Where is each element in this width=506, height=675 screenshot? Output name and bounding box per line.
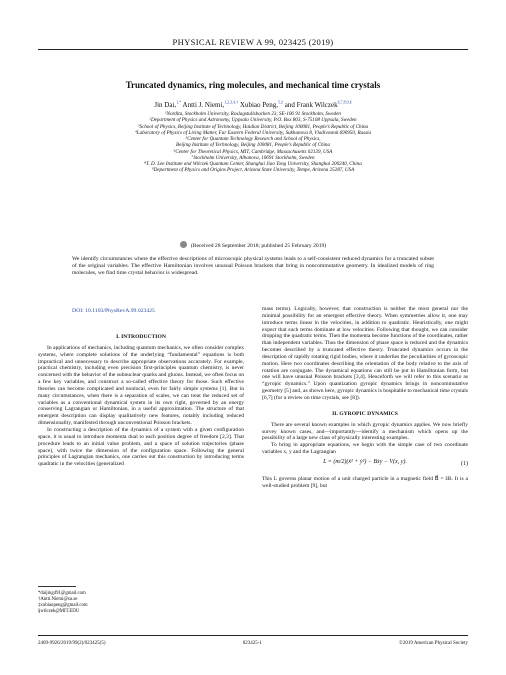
abstract: We identify circumstances where the effective descriptions of microscopic physical systems leads to a self-consistent reduced dynamics for a truncated subset of the original variables. The effective Hamiltonian involves unusual Poisson brackets that bring in noncommutative geometry. In idealized models of ring molecules, we find time crystal behavior is widespread. [72,256,434,276]
author[interactable]: Xubiao Peng,$^{5,\ddagger}$ [239,100,284,110]
affiliation: Beijing Institute of Technology, Beijing 100081, People’s Republic of China [175,142,331,149]
footnote: §wilczek@MIT.EDU [38,609,80,614]
copyright: ©2019 American Physical Society [399,641,468,646]
page-footer [38,641,468,646]
affiliations [50,111,456,174]
equation: L = (m/2)(ẋ² + ẏ²) − Bẋy − V(x, y). (1) [323,458,468,467]
affiliation: ⁴Laboratory of Physics of Living Matter, Far Eastern Federal University, Sukhanova 8, Vladivostok 690950, Russia [134,129,372,136]
affiliation: ²Department of Physics and Astronomy, Uppsala University, P.O. Box 803, S-75108 Uppsala, Sweden [149,117,357,124]
section-heading: I. INTRODUCTION [116,334,166,340]
page-number: 023425-1 [242,641,262,646]
footnote: *daijing491@gmail.com [38,591,86,596]
paragraph: To bring in appropriate equations, we begin with the simple case of two coordinate variables x, y and the Lagrangian [262,442,468,456]
footnote-rule [38,586,76,587]
affiliation: ⁶Center for Theoretical Physics, MIT, Cambridge, Massachusetts 02139, USA [173,148,333,155]
right-column [262,306,468,490]
doi-link[interactable]: DOI: 10.1103/PhysRevA.99.023425 [72,308,155,314]
footnote: ‡xubiaopeng@gmail.com [38,603,88,608]
affiliation: ⁵Center for Quantum Technology Research and School of Physics, [185,136,321,142]
footnotes [38,591,238,615]
author[interactable]: Jin Dai,$^{1,*}$ [154,100,182,110]
open-access-icon[interactable] [180,241,187,248]
affiliation: ⁸T. D. Lee Institute and Wilczek Quantum Center, Shanghai Jiao Tong University, Shanghai 200240, China [144,161,362,167]
section-heading: II. GYROPIC DYNAMICS [332,410,398,417]
affiliation: ¹Nordita, Stockholm University, Roslagstullsbacken 23, SE-106 91 Stockholm, Sweden [165,111,341,117]
paragraph: In applications of mechanics, including quantum mechanics, we often consider complex systems, where complete solutions of the underlying “fundamental” equations is both impractical and unnecessary to describe appropriate observations accurately. For example, practical chemistry, including even precision first-principles quantum chemistry, is never concerned with the behavior of the subnuclear quarks and gluons. Instead, we often focus on a few key variables, and construct a so-called effective theory for those. Such effective theories can become complicated and nonlocal, even for fairly simple systems [1]. But in many circumstances, when there is a separation of scales, we can treat the reduced set of variables as a conventional dynamical system in its own right, governed by an energy conserving Lagrangian or Hamiltonian, in a useful approximation. The structure of that emergent description can display qualitatively new features, notably including reduced dimensionality, manifested through unconventional Poisson brackets. [38,344,244,427]
paragraph: mass terms). Logically, however, that construction is neither the most general nor the minimal possibility for an emergent effective theory. When symmetries allow it, one may introduce terms linear in the velocities, in addition to quadratic. Heuristically, one might expect that such terms dominate at low velocities. Following that thought, we can consider dropping the quadratic terms. Then the momenta become functions of the coordinates, rather than independent variables. Thus the dimension of phase space is reduced and the dynamics becomes described by a truncated effective theory. Truncated dynamics occurs in the description of rapidly rotating rigid bodies, where it underlies the peculiarities of gyroscopic motion. Here two coordinates describing the orientation of the body relative to the axis of rotation are conjugate. The dynamical equations can still be put in Hamiltonian form, but one will have unusual Poisson brackets [3,4]. Henceforth we will refer to this scenario as “gyropic dynamics.” Upon quantization gyropic dynamics brings in noncommutative geometry [5] and, as shown here, gyropic dynamics is hospitable to mechanical time crystals [6,7] (for a review on time crystals, see [8]). [262,306,468,401]
paragraph: In constructing a description of the dynamics of a system with a given configuration space, it is usual to introduce momenta dual to each position degree of freedom [2,3]. That procedure leads to an initial value problem, and a space of solution trajectories (phase space), with twice the dimension of the configuration space. Following the general principles of Lagrangian mechanics, one carries out this construction by introducing terms quadratic in the velocities (generalized [38,426,244,468]
footnote: †Antti.Niemi@su.se [38,597,78,602]
journal-header: PHYSICAL REVIEW A 99, 023425 (2019) [172,37,334,47]
affiliation: ⁷Stockholm University, Albanova, 10691 Stockholm, Sweden [191,154,315,161]
author[interactable]: and Frank Wilczek$^{6,7,8,9,\S}$ [284,100,352,110]
footer-rule [38,635,468,636]
received-dates: (Received 28 September 2018; published 25 February 2019) [38,241,468,249]
paragraph: There are several known examples in which gyropic dynamics applies. We now briefly survey known cases, and—importantly—identify a mechanism which opens up the possibility of a large new class of physically interesting examples. [262,421,468,442]
author-list [38,100,468,109]
header-rule [38,49,468,50]
affiliation: ³School of Physics, Beijing Institute of Technology, Haidian District, Beijing 100081, People’s Republic of China [137,123,369,130]
paper-title: Truncated dynamics, ring molecules, and mechanical time crystals [125,80,381,90]
paragraph: This L governs planar motion of a unit charged particle in a magnetic field B⃗ = ẑB. It is a well-studied problem [9], but [262,475,468,489]
author[interactable]: Antti J. Niemi,$^{1,2,3,4,\dagger}$ [182,100,239,110]
affiliation: ⁹Department of Physics and Origins Project, Arizona State University, Tempe, Arizona 25287, USA [151,167,355,174]
left-column [38,334,244,468]
footer-issn: 2469-9926/2019/99(2)/023425(5) [38,641,106,646]
equation-number: (1) [461,460,468,467]
